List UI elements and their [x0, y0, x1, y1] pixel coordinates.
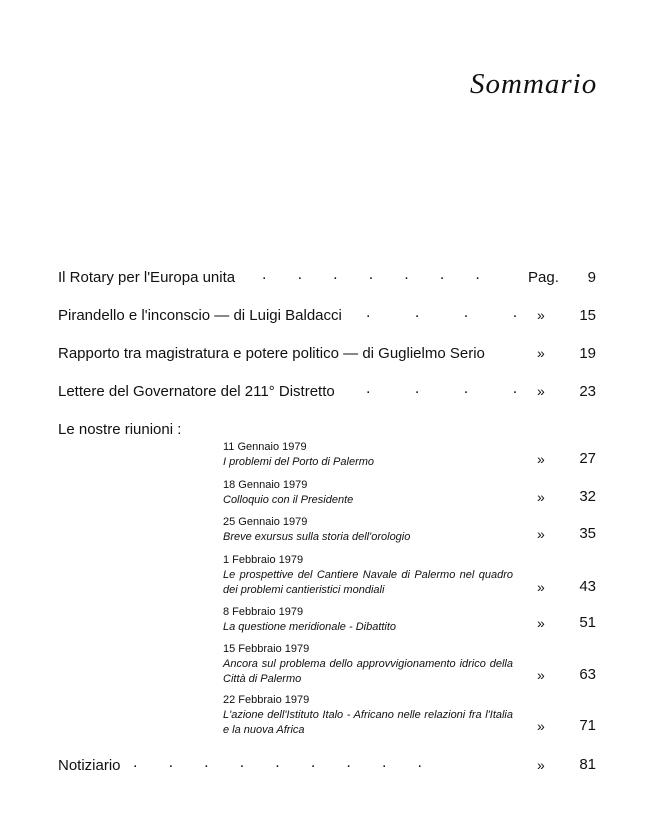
leader-dots: . . . . [366, 304, 518, 321]
meeting-title: Colloquio con il Presidente [223, 494, 354, 506]
ditto-mark: » [537, 489, 545, 505]
page-number: 32 [579, 488, 596, 505]
ditto-mark: » [537, 383, 545, 399]
entry-text: Il Rotary per l'Europa unita [58, 269, 236, 286]
ditto-mark: » [537, 526, 545, 542]
entry-text: Lettere del Governatore del 211° Distretto [58, 383, 335, 400]
entry-text: Pirandello e l'inconscio — di Luigi Baldacci [58, 307, 342, 324]
meeting-block [223, 440, 513, 470]
meetings-heading: Le nostre riunioni : [58, 421, 182, 438]
page-number: 19 [579, 345, 596, 362]
ditto-mark: » [537, 615, 545, 631]
page-title: Sommario [470, 68, 598, 100]
meeting-date: 15 Febbraio 1979 [223, 643, 310, 655]
meeting-title: Le prospettive del Cantiere Navale di Palermo nel quadro dei problemi cantieristici mondiali [223, 569, 513, 596]
leader-dots: . . . . . . . [262, 266, 480, 283]
meeting-block [223, 553, 513, 598]
meeting-date: 8 Febbraio 1979 [223, 606, 304, 618]
meeting-title: L'azione dell'Istituto Italo - Africano nelle relazioni fra l'Italia e la nuova Africa [223, 709, 513, 736]
meeting-date: 22 Febbraio 1979 [223, 694, 310, 706]
page-number: 15 [579, 307, 596, 324]
meeting-title: I problemi del Porto di Palermo [223, 456, 375, 468]
ditto-mark: » [537, 451, 545, 467]
ditto-mark: » [537, 718, 545, 734]
page-number: 63 [579, 666, 596, 683]
ditto-mark: » [537, 345, 545, 361]
page-number: 23 [579, 383, 596, 400]
meeting-block [223, 642, 513, 687]
ditto-mark: » [537, 667, 545, 683]
page-number: 81 [579, 756, 596, 773]
page-number: 51 [579, 614, 596, 631]
page-number: 35 [579, 525, 596, 542]
meeting-title: Ancora sul problema dello approvvigionamento idrico della Città di Palermo [223, 658, 513, 685]
page-number: 27 [579, 450, 596, 467]
ditto-mark: » [537, 307, 545, 323]
ditto-mark: » [537, 757, 545, 773]
meeting-date: 1 Febbraio 1979 [223, 554, 304, 566]
page-number: 71 [579, 717, 596, 734]
entry-text: Notiziario [58, 757, 121, 774]
page-label: Pag. [528, 269, 559, 286]
meeting-title: Breve exursus sulla storia dell'orologio [223, 531, 411, 543]
meeting-block [223, 605, 513, 635]
meeting-date: 11 Gennaio 1979 [223, 441, 307, 453]
leader-dots: . . . . . . . . . [133, 754, 422, 771]
meeting-block [223, 515, 513, 545]
meeting-date: 18 Gennaio 1979 [223, 479, 308, 491]
meeting-title: La questione meridionale - Dibattito [223, 621, 397, 633]
page-number: 9 [587, 269, 596, 286]
entry-text: Rapporto tra magistratura e potere politico — di Guglielmo Serio [58, 345, 485, 362]
ditto-mark: » [537, 579, 545, 595]
page-number: 43 [579, 578, 596, 595]
leader-dots: . . . . [366, 380, 518, 397]
meeting-block [223, 693, 513, 738]
meeting-date: 25 Gennaio 1979 [223, 516, 308, 528]
meeting-block [223, 478, 513, 508]
